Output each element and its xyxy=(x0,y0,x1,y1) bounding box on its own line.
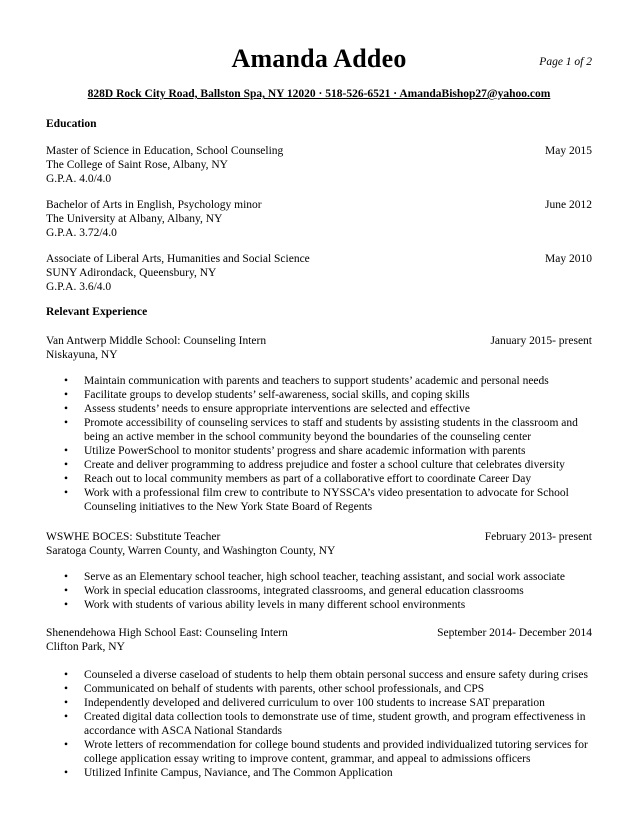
duty-item: • Utilize PowerSchool to monitor students’ progress and share academic information with parents xyxy=(64,445,526,457)
job-duties xyxy=(46,668,592,780)
education-entry xyxy=(46,198,592,212)
job-role: Van Antwerp Middle School: Counseling Intern xyxy=(46,335,267,347)
job-role: WSWHE BOCES: Substitute Teacher xyxy=(46,531,221,543)
duty-item: • Work with students of various ability levels in many different school environments xyxy=(64,599,466,611)
degree: Master of Science in Education, School Counseling xyxy=(46,145,284,157)
gpa: G.P.A. 3.6/4.0 xyxy=(46,281,112,293)
school: The University at Albany, Albany, NY xyxy=(46,213,223,225)
job-title-line xyxy=(46,530,592,544)
duty-item: • Assess students’ needs to ensure appropriate interventions are selected and effective xyxy=(64,403,470,415)
duty-item: • Work with a professional film crew to contribute to NYSSCA’s video presentation to advocate for School Counseling initiatives to the New York State Board of Regents xyxy=(64,487,569,513)
duty-item: • Facilitate groups to develop students’ self-awareness, social skills, and coping skills xyxy=(64,389,470,401)
duty-item: • Maintain communication with parents and teachers to support students’ academic and personal needs xyxy=(64,375,549,387)
degree-date: May 2010 xyxy=(545,253,592,265)
job-role: Shenendehowa High School East: Counseling Intern xyxy=(46,627,288,639)
job-location: Niskayuna, NY xyxy=(46,349,118,361)
job-title-line xyxy=(46,626,592,640)
school: The College of Saint Rose, Albany, NY xyxy=(46,159,228,171)
job-duties xyxy=(46,374,592,514)
job-location: Clifton Park, NY xyxy=(46,641,125,653)
candidate-name: Amanda Addeo xyxy=(231,44,407,73)
page-number: Page 1 of 2 xyxy=(539,56,592,68)
duty-item: • Independently developed and delivered curriculum to over 100 students to increase SAT preparation xyxy=(64,697,545,709)
duty-item: • Serve as an Elementary school teacher, high school teacher, teaching assistant, and social work associate xyxy=(64,571,565,583)
degree: Bachelor of Arts in English, Psychology minor xyxy=(46,199,262,211)
job-date: September 2014- December 2014 xyxy=(437,627,592,639)
duty-item: • Create and deliver programming to address prejudice and foster a school culture that celebrates diversity xyxy=(64,459,565,471)
duty-item: • Promote accessibility of counseling services to staff and students by assisting students in the classroom and being an active member in the school community beyond the boundaries of the counseling center xyxy=(64,417,578,443)
job-date: February 2013- present xyxy=(484,531,592,543)
duty-item: • Utilized Infinite Campus, Naviance, and The Common Application xyxy=(64,767,393,779)
duty-item: • Reach out to local community members as part of a collaborative effort to coordinate Career Day xyxy=(64,473,532,485)
duty-item: • Wrote letters of recommendation for college bound students and provided individualized tutoring services for college application essay writing to improve content, grammar, and appeal to admissions officers xyxy=(64,739,588,765)
degree-date: May 2015 xyxy=(545,145,592,157)
experience-heading: Relevant Experience xyxy=(46,306,148,318)
duty-item: • Created digital data collection tools to demonstrate use of time, student growth, and program effectiveness in accordance with ASCA National Standards xyxy=(64,711,586,737)
contact-line: 828D Rock City Road, Ballston Spa, NY 12020 · 518-526-6521 · AmandaBishop27@yahoo.com xyxy=(87,88,551,100)
education-entry xyxy=(46,144,592,158)
duty-item: • Work in special education classrooms, integrated classrooms, and general education classrooms xyxy=(64,585,524,597)
job-duties xyxy=(46,570,592,612)
education-entry xyxy=(46,252,592,266)
education-heading: Education xyxy=(46,118,97,130)
job-title-line xyxy=(46,334,592,348)
duty-item: • Counseled a diverse caseload of students to help them obtain personal success and ensure safety during crises xyxy=(64,669,588,681)
degree-date: June 2012 xyxy=(545,199,592,211)
degree: Associate of Liberal Arts, Humanities and Social Science xyxy=(46,253,310,265)
gpa: G.P.A. 3.72/4.0 xyxy=(46,227,117,239)
duty-item: • Communicated on behalf of students with parents, other school professionals, and CPS xyxy=(64,683,485,695)
gpa: G.P.A. 4.0/4.0 xyxy=(46,173,112,185)
job-location: Saratoga County, Warren County, and Washington County, NY xyxy=(46,545,336,557)
job-date: January 2015- present xyxy=(490,335,592,347)
school: SUNY Adirondack, Queensbury, NY xyxy=(46,267,217,279)
